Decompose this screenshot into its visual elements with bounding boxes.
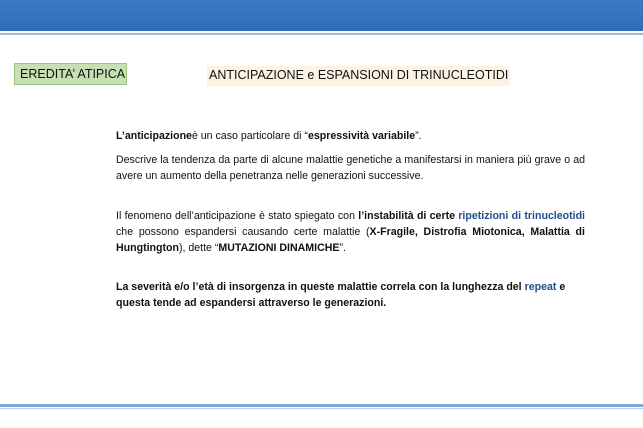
- paragraph-explanation: [116, 208, 585, 256]
- severity-text-2: e questa tende ad espandersi attraverso le generazioni.: [116, 281, 566, 309]
- severity-text-1: La severità e/o l’età di insorgenza in queste malattie correla con la lunghezza del: [116, 281, 525, 293]
- explanation-text-1: Il fenomeno dell’anticipazione è stato spiegato con: [116, 210, 359, 222]
- paragraph-severity: [116, 279, 585, 311]
- trinucleotide-repeats-highlight: ripetizioni di trinucleotidi: [458, 210, 585, 222]
- explanation-text-3: ), dette “: [178, 242, 219, 254]
- term-variable-expressivity: espressività variabile: [307, 130, 416, 142]
- term-anticipation: L’anticipazione: [116, 130, 192, 142]
- definition-end: ”.: [415, 130, 422, 142]
- slide-body: [116, 128, 585, 311]
- bottom-divider: [0, 404, 643, 407]
- section-tag: EREDITA’ ATIPICA: [14, 63, 127, 85]
- repeat-highlight: repeat: [524, 281, 557, 293]
- top-banner: [0, 0, 643, 31]
- bottom-divider-thin: [0, 408, 643, 409]
- paragraph-anticipation-definition: [116, 128, 585, 144]
- paragraph-description: Descrive la tendenza da parte di alcune malattie genetiche a manifestarsi in maniera più grave o ad avere un aumento della penetranza nelle generazioni successive.: [116, 154, 585, 182]
- definition-text: è un caso particolare di “: [191, 130, 308, 142]
- top-divider: [0, 33, 643, 35]
- disease-list: X-Fragile, Distrofia Miotonica, Malattia di Hungtington: [116, 226, 585, 254]
- explanation-text-2: che possono espandersi causando certe malattie (: [116, 226, 370, 238]
- dynamic-mutations-term: MUTAZIONI DINAMICHE: [218, 242, 340, 254]
- instability-text: l’instabilità di certe: [358, 210, 459, 222]
- explanation-text-4: ”.: [339, 242, 346, 254]
- slide-title: ANTICIPAZIONE e ESPANSIONI DI TRINUCLEOTIDI: [207, 66, 510, 86]
